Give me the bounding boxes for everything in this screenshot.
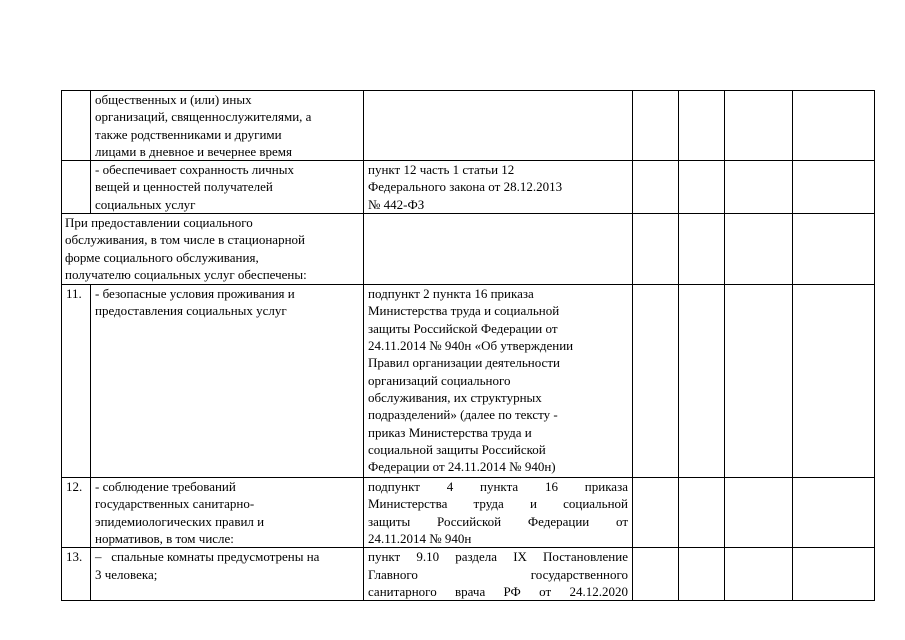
answer-no-cell <box>679 285 725 478</box>
legal-basis-text: санитарного врача РФ от 24.12.2020 <box>368 583 628 599</box>
legal-basis-text: приказ Министерства труда и <box>368 424 532 440</box>
section-heading-text: обслуживания, в том числе в стационарной <box>65 232 305 248</box>
legal-basis-text: защиты Российской Федерации от <box>368 513 628 529</box>
requirement-text: лицами в дневное и вечернее время <box>95 143 292 159</box>
requirement-cell <box>91 285 364 478</box>
requirement-cell <box>91 91 364 161</box>
table-row <box>62 285 875 478</box>
table-row <box>62 478 875 548</box>
requirement-text: организаций, священнослужителями, а <box>95 109 312 125</box>
answer-yes-cell <box>633 161 679 214</box>
answer-no-cell <box>679 548 725 601</box>
answer-yes-cell <box>633 91 679 161</box>
legal-basis-cell <box>364 548 633 601</box>
legal-basis-text: пункт 12 часть 1 статьи 12 <box>368 162 515 178</box>
requirement-cell <box>91 478 364 548</box>
answer-no-cell <box>679 91 725 161</box>
legal-basis-text: Федерации от 24.11.2014 № 940н) <box>368 459 556 475</box>
checklist-table <box>61 90 875 601</box>
legal-basis-text: социальной защиты Российской <box>368 441 546 457</box>
requirement-text: - безопасные условия проживания и <box>95 286 295 302</box>
answer-no-cell <box>679 478 725 548</box>
legal-basis-text: Правил организации деятельности <box>368 355 560 371</box>
legal-basis-text: обслуживания, их структурных <box>368 389 542 405</box>
legal-basis-text: Федерального закона от 28.12.2013 <box>368 179 563 195</box>
legal-basis-cell <box>364 285 633 478</box>
requirement-text: предоставления социальных услуг <box>95 303 287 319</box>
answer-no-cell <box>679 161 725 214</box>
section-heading-text: При предоставлении социального <box>65 215 253 231</box>
row-number: 11. <box>62 285 91 478</box>
requirement-text: 3 человека; <box>95 566 158 582</box>
requirement-cell <box>91 161 364 214</box>
not-applicable-cell <box>725 478 793 548</box>
requirement-text: общественных и (или) иных <box>95 92 252 107</box>
requirement-text: государственных санитарно- <box>95 496 255 512</box>
table-row <box>62 161 875 214</box>
legal-basis-cell <box>364 214 633 285</box>
legal-basis-text: Главного государственного <box>368 566 628 582</box>
requirement-text: вещей и ценностей получателей <box>95 179 273 195</box>
not-applicable-cell <box>725 548 793 601</box>
legal-basis-text: подпункт 2 пункта 16 приказа <box>368 286 534 302</box>
answer-no-cell <box>679 214 725 285</box>
answer-yes-cell <box>633 478 679 548</box>
note-cell <box>793 548 875 601</box>
section-heading-text: форме социального обслуживания, <box>65 249 259 265</box>
legal-basis-text: организаций социального <box>368 372 511 388</box>
section-heading-text: получателю социальных услуг обеспечены: <box>65 267 307 283</box>
row-number: 13. <box>62 548 91 601</box>
legal-basis-text: 24.11.2014 № 940н «Об утверждении <box>368 338 574 354</box>
note-cell <box>793 214 875 285</box>
section-heading-cell <box>62 214 364 285</box>
table-row <box>62 548 875 601</box>
legal-basis-cell <box>364 91 633 161</box>
requirement-text: также родственниками и другими <box>95 126 282 142</box>
requirement-text: социальных услуг <box>95 196 196 212</box>
legal-basis-text: Министерства труда и социальной <box>368 496 628 512</box>
table-row <box>62 214 875 285</box>
legal-basis-text: Министерства труда и социальной <box>368 303 560 319</box>
legal-basis-text: № 442-ФЗ <box>368 196 425 212</box>
requirement-cell <box>91 548 364 601</box>
row-number <box>62 161 91 214</box>
answer-yes-cell <box>633 214 679 285</box>
not-applicable-cell <box>725 161 793 214</box>
legal-basis-text: подпункт 4 пункта 16 приказа <box>368 479 628 495</box>
legal-basis-text: 24.11.2014 № 940н <box>368 531 472 547</box>
legal-basis-text: пункт 9.10 раздела IX Постановление <box>368 549 628 565</box>
requirement-text: эпидемиологических правил и <box>95 513 265 529</box>
requirement-text: - соблюдение требований <box>95 479 236 495</box>
not-applicable-cell <box>725 214 793 285</box>
row-number <box>62 91 91 161</box>
answer-yes-cell <box>633 285 679 478</box>
legal-basis-text: защиты Российской Федерации от <box>368 320 558 336</box>
not-applicable-cell <box>725 91 793 161</box>
requirement-text: нормативов, в том числе: <box>95 531 234 547</box>
legal-basis-text: подразделений» (далее по тексту - <box>368 407 558 423</box>
legal-basis-cell <box>364 161 633 214</box>
requirement-text: – спальные комнаты предусмотрены на <box>95 549 320 565</box>
not-applicable-cell <box>725 285 793 478</box>
note-cell <box>793 161 875 214</box>
legal-basis-cell <box>364 478 633 548</box>
answer-yes-cell <box>633 548 679 601</box>
note-cell <box>793 91 875 161</box>
note-cell <box>793 478 875 548</box>
table-row <box>62 91 875 161</box>
note-cell <box>793 285 875 478</box>
row-number: 12. <box>62 478 91 548</box>
requirement-text: - обеспечивает сохранность личных <box>95 162 294 178</box>
